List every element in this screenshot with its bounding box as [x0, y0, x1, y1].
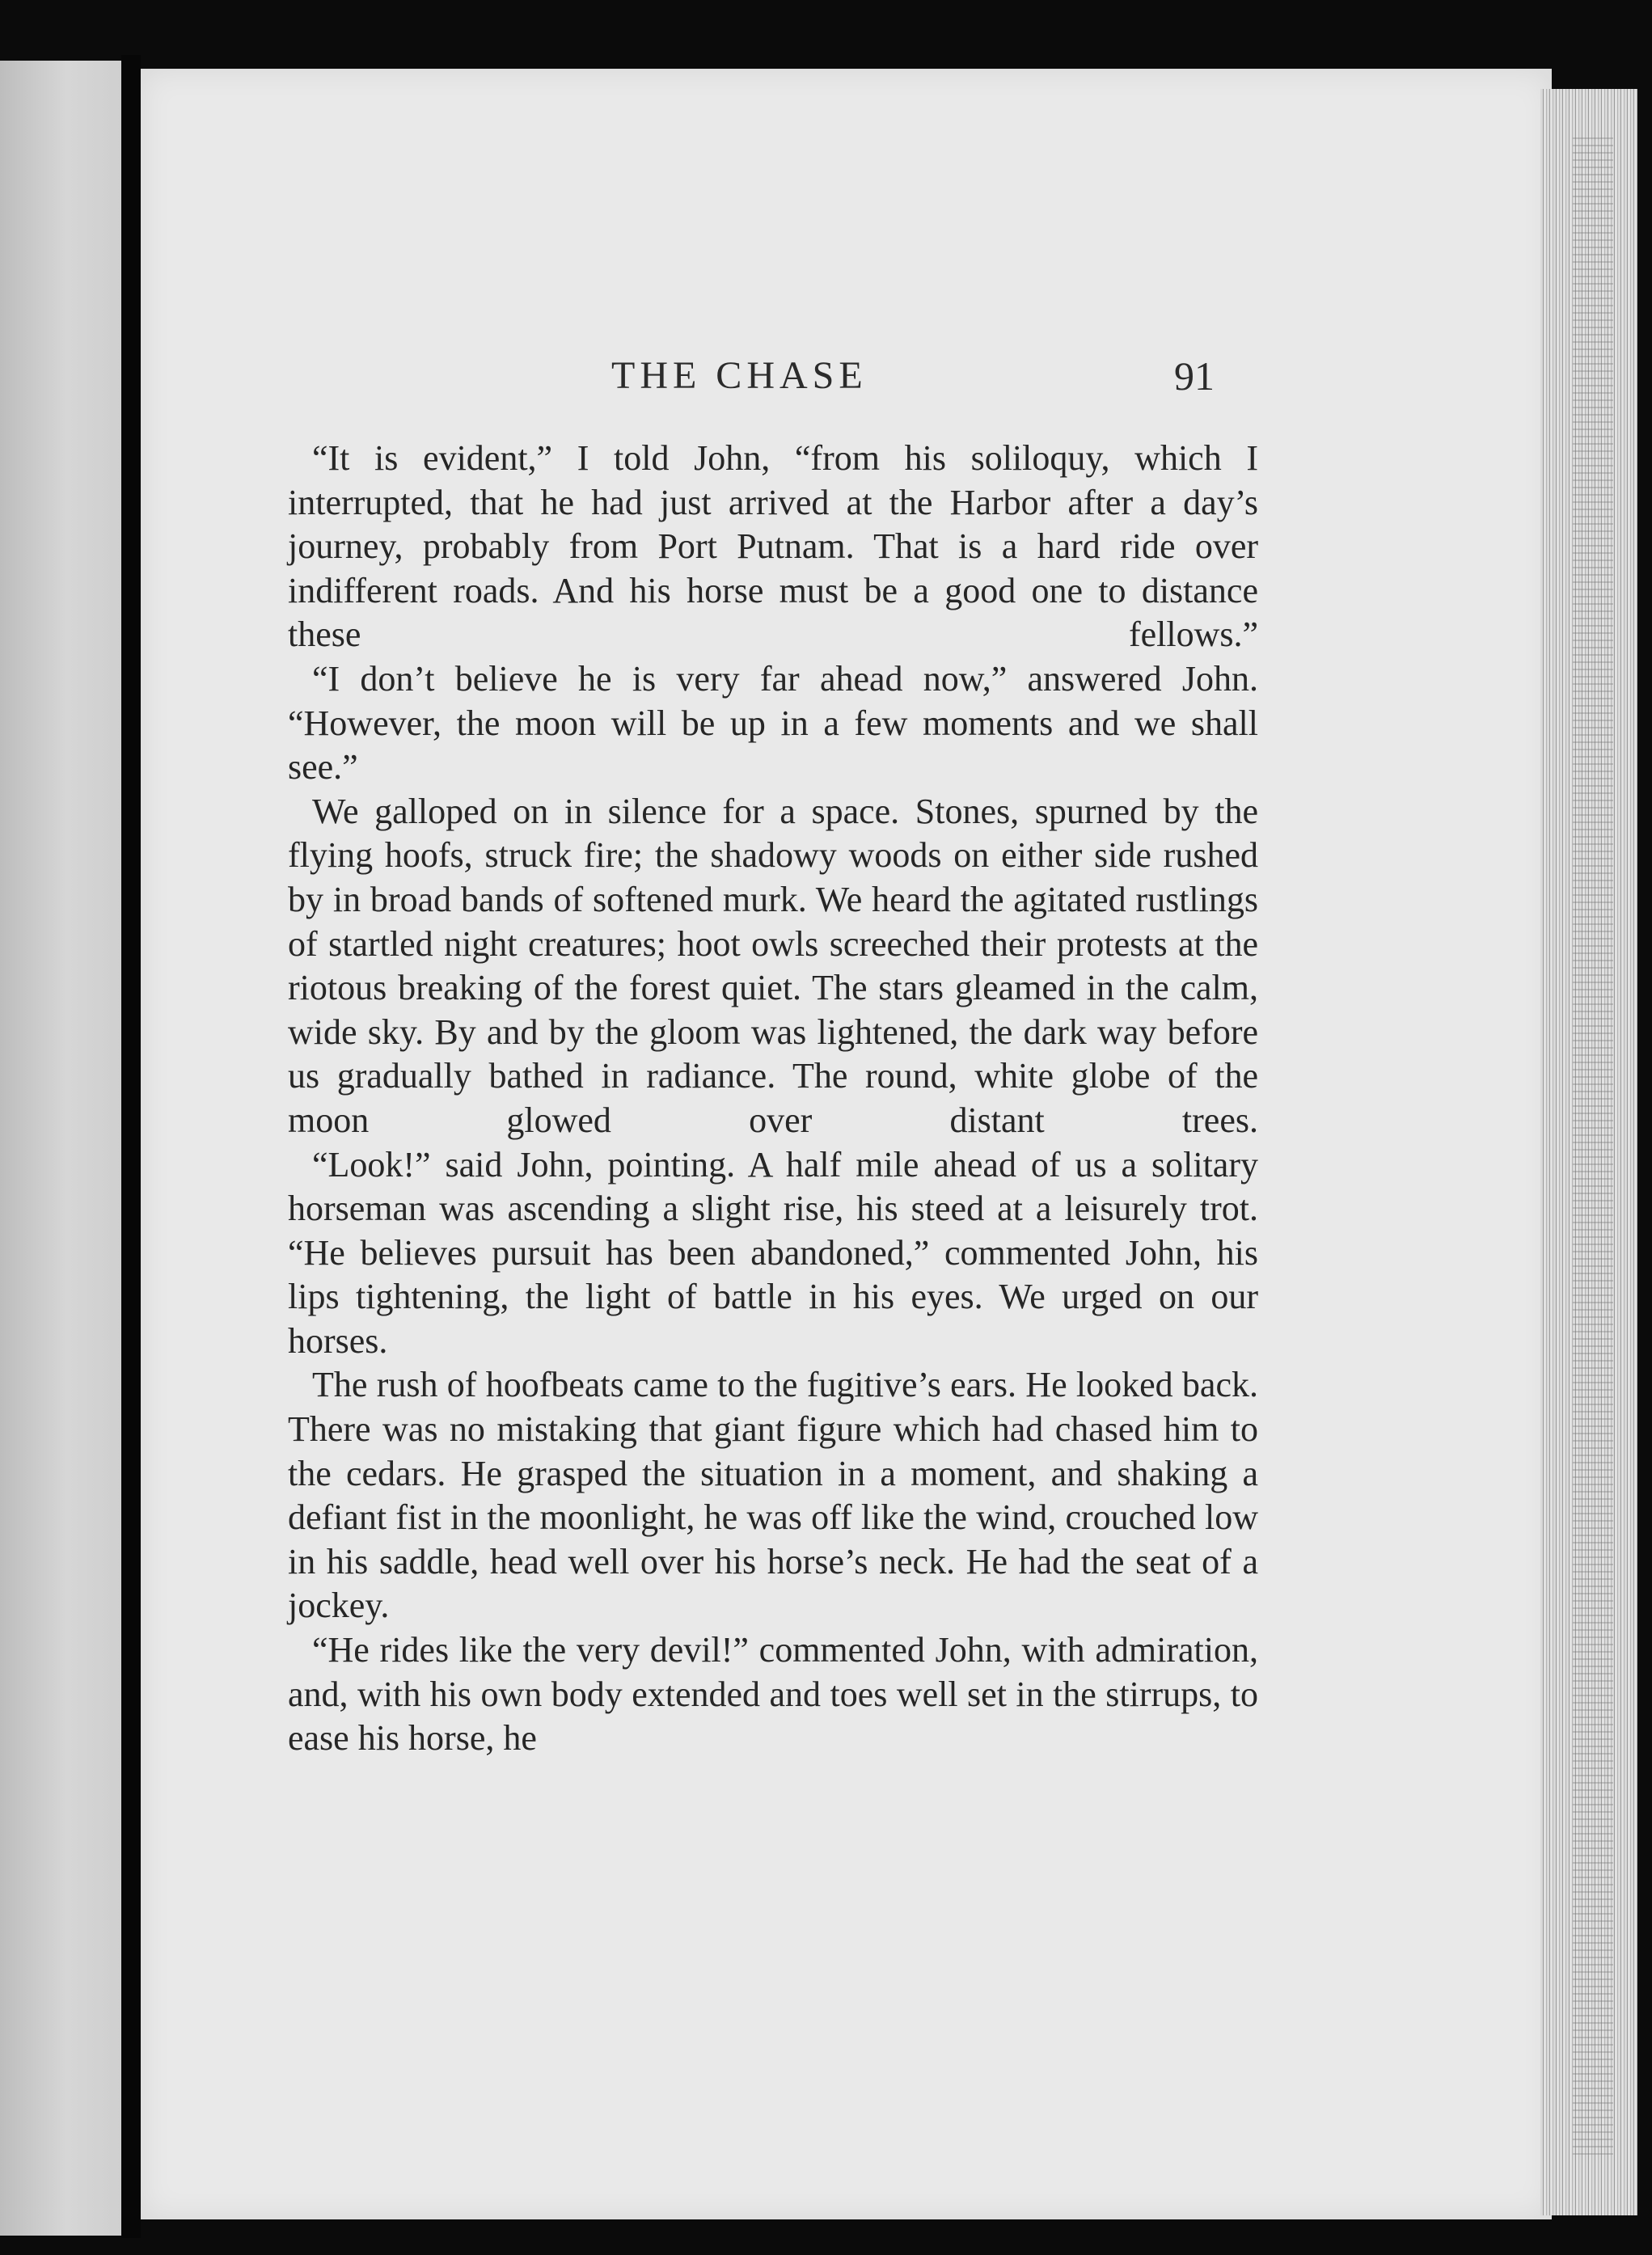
paragraph: We galloped on in silence for a space. Stones, spurned by the flying hoofs, struck fire; the shadowy woods on either side rushed by in broad bands of softened murk. We heard the agitated rustlings of startled night creatures; hoot owls screeched their protests at the riotous breaking of the forest quiet. The stars gleamed in the calm, wide sky. By and by the gloom was lightened, the dark way before us gradually bathed in radiance. The round, white globe of the moon glowed over distant trees.: [288, 791, 1258, 1140]
facing-page-edge: [0, 61, 121, 2236]
page-number: 91: [1174, 353, 1215, 399]
body-text: [288, 437, 1258, 1761]
page-header: [141, 348, 1552, 404]
paragraph: The rush of hoofbeats came to the fugitive’s ears. He looked back. There was no mistaking that giant figure which had chased him to the cedars. He grasped the situation in a moment, and shaking a defiant fist in the moonlight, he was off like the wind, crouched low in his saddle, head well over his horse’s neck. He had the seat of a jockey.: [288, 1365, 1258, 1626]
paragraph: “I don’t believe he is very far ahead now,” answered John. “However, the moon will be up in a few moments and we shall see.”: [288, 658, 1258, 788]
running-title: THE CHASE: [611, 354, 868, 397]
paragraph: “Look!” said John, pointing. A half mile ahead of us a solitary horseman was ascending a slight rise, his steed at a leisurely trot. “He believes pursuit has been abandoned,” commented John, his lips tightening, the light of battle in his eyes. We urged on our horses.: [288, 1144, 1258, 1361]
paragraph: “He rides like the very devil!” commented John, with admiration, and, with his own body extended and toes well set in the stirrups, to ease his horse, he: [288, 1630, 1258, 1759]
book-gutter: [121, 55, 141, 2238]
paragraph: “It is evident,” I told John, “from his soliloquy, which I interrupted, that he had just arrived at the Harbor after a day’s journey, probably from Port Putnam. That is a hard ride over indifferent roads. And his horse must be a good one to distance these fellows.”: [288, 438, 1258, 655]
page-edges-stack: [1540, 89, 1637, 2215]
